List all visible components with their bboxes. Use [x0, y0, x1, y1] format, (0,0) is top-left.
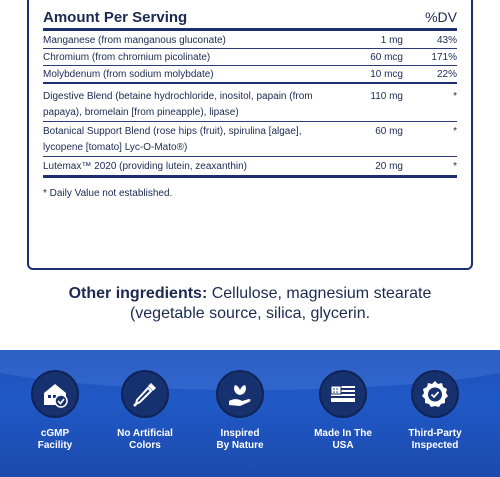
- badge-line1: No Artificial: [117, 428, 173, 439]
- nutrient-amount: 10 mcg: [370, 69, 403, 80]
- nutrient-dv: 171%: [431, 52, 457, 63]
- daily-value-footnote: * Daily Value not established.: [43, 188, 173, 199]
- nutrient-dv: *: [453, 126, 457, 137]
- nutrient-row-molybdenum: [43, 66, 457, 84]
- facility-shield-icon: [31, 370, 79, 418]
- nutrient-dv: *: [453, 161, 457, 172]
- other-ingredients: [0, 284, 500, 324]
- badge-line2: USA: [332, 440, 354, 451]
- nutrient-name: Molybdenum (from sodium molybdate): [43, 69, 214, 80]
- nutrient-row-lutemax: [43, 158, 457, 178]
- nutrient-name: Manganese (from manganous gluconate): [43, 35, 226, 46]
- nutrient-dv: *: [453, 91, 457, 102]
- badge-line2: Inspected: [411, 440, 459, 451]
- nutrient-row-botanical-blend: [43, 123, 457, 157]
- nutrient-row-manganese: [43, 32, 457, 49]
- badge-made-in-usa: [298, 370, 388, 452]
- nutrient-amount: 60 mcg: [370, 52, 403, 63]
- supplement-facts-panel: [27, 0, 473, 270]
- nutrient-amount: 20 mg: [375, 161, 403, 172]
- other-ingredients-line1: Cellulose, magnesium stearate: [207, 285, 432, 302]
- daily-value-header: %DV: [425, 9, 457, 25]
- other-ingredients-line2: (vegetable source, silica, glycerin.: [129, 305, 371, 322]
- nutrient-row-chromium: [43, 49, 457, 66]
- nutrient-amount: 110 mg: [370, 91, 403, 102]
- badge-line2: Facility: [37, 440, 73, 451]
- badge-inspired-by-nature: [195, 370, 285, 452]
- badge-line1: Made In The: [314, 428, 372, 439]
- nutrient-dv: 22%: [436, 69, 457, 80]
- nutrient-row-digestive-blend: [43, 88, 457, 122]
- badge-cgmp: [10, 370, 100, 452]
- badge-line2: By Nature: [216, 440, 264, 451]
- us-flag-icon: [319, 370, 367, 418]
- nutrient-name: Lutemax™ 2020 (providing lutein, zeaxanthin): [43, 161, 248, 172]
- badge-line1: Inspired: [220, 428, 260, 439]
- badge-line1: Third-Party: [408, 428, 462, 439]
- feature-badges-band: [0, 350, 500, 477]
- nutrient-amount: 1 mg: [380, 35, 403, 46]
- badge-line1: cGMP: [40, 428, 70, 439]
- amount-per-serving-label: Amount Per Serving: [43, 9, 188, 26]
- badge-no-artificial-colors: [100, 370, 190, 452]
- other-ingredients-label: Other ingredients:: [68, 285, 208, 302]
- nutrient-name: Digestive Blend (betaine hydrochloride, inositol, papain (from papaya), bromelain [from pineapple), lipase): [43, 91, 313, 118]
- nutrient-name: Botanical Support Blend (rose hips (fruit), spirulina [algae], lycopene [tomato] Lyc-O-Mato®): [43, 126, 302, 153]
- nutrient-name: Chromium (from chromium picolinate): [43, 52, 211, 63]
- amount-per-serving-header: [43, 7, 457, 31]
- nutrient-dv: 43%: [436, 35, 457, 46]
- nutrient-amount: 60 mg: [375, 126, 403, 137]
- badge-third-party-inspected: [390, 370, 480, 452]
- leaf-hand-icon: [216, 370, 264, 418]
- inspected-seal-icon: [411, 370, 459, 418]
- badge-line2: Colors: [129, 440, 161, 451]
- dropper-icon: [121, 370, 169, 418]
